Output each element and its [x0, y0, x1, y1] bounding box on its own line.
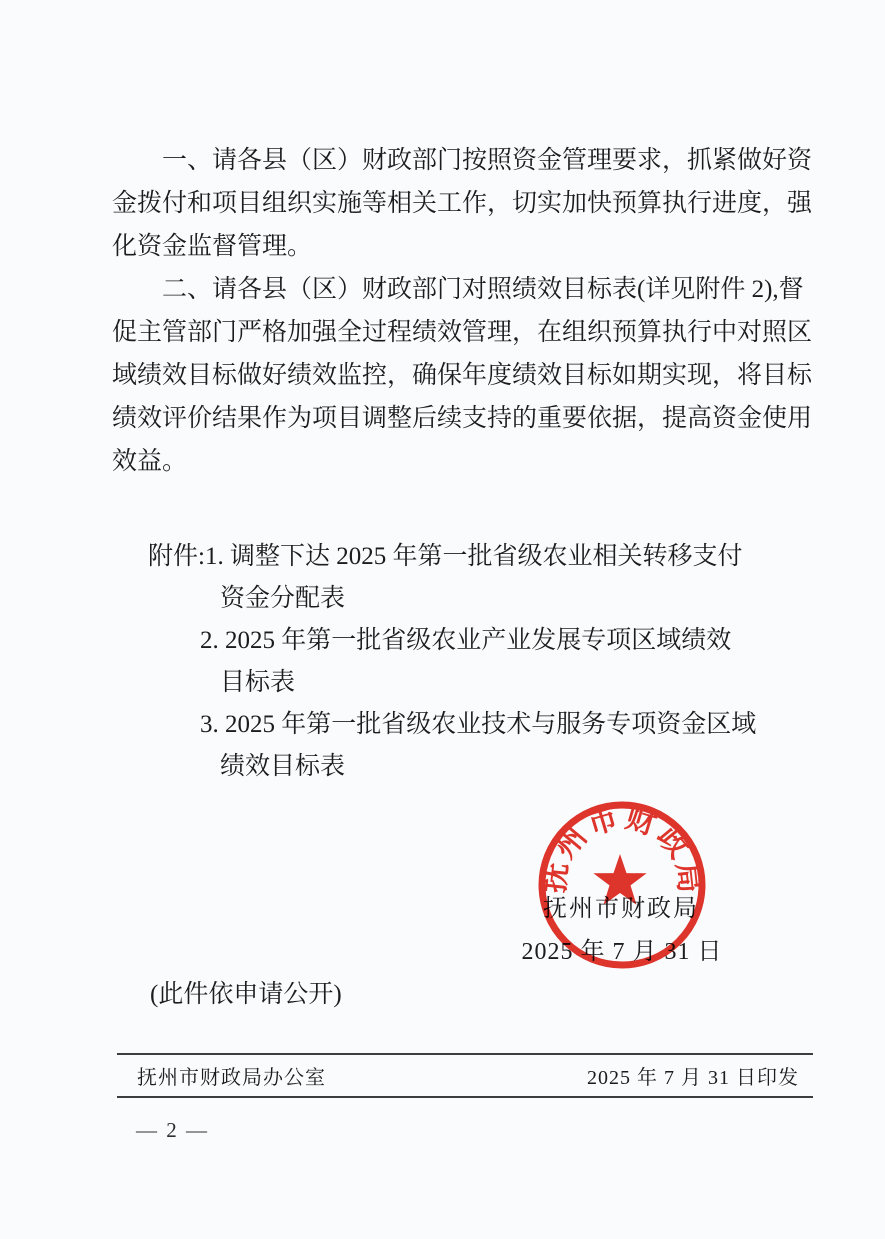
disclosure-note: (此件依申请公开)	[150, 981, 342, 1008]
attachment-line2: 资金分配表	[220, 585, 346, 612]
official-seal-stamp-icon	[534, 797, 710, 973]
footer-bar	[117, 1053, 813, 1098]
attachment-line5: 3. 2025 年第一批省级农业技术与服务专项资金区域	[200, 711, 757, 738]
signature-date: 2025 年 7 月 31 日	[521, 939, 723, 965]
attachment-list	[148, 536, 756, 788]
footer-print-date: 2025 年 7 月 31 日印发	[587, 1067, 799, 1089]
para2-line2: 促主管部门严格加强全过程绩效管理，在组织预算执行中对照区	[112, 319, 813, 346]
footer-office: 抚州市财政局办公室	[137, 1067, 326, 1089]
seal-arc-text: 抚州市财政局	[537, 801, 707, 895]
signature-agency: 抚州市财政局	[543, 896, 699, 922]
para2-line3: 域绩效目标做好绩效监控，确保年度绩效目标如期实现，将目标	[112, 362, 813, 389]
para1-line1: 一、请各县（区）财政部门按照资金管理要求，抓紧做好资	[162, 147, 813, 174]
para1-line3: 化资金监督管理。	[112, 233, 313, 260]
para2-line5: 效益。	[112, 448, 188, 475]
para1-line2: 金拨付和项目组织实施等相关工作，切实加快预算执行进度，强	[112, 190, 813, 217]
para2-line1: 二、请各县（区）财政部门对照绩效目标表(详见附件 2),督	[162, 276, 804, 303]
para2-line4: 绩效评价结果作为项目调整后续支持的重要依据，提高资金使用	[112, 405, 813, 432]
body-text	[112, 139, 813, 483]
page-number: — 2 —	[136, 1118, 209, 1142]
attachment-line1: 附件:1. 调整下达 2025 年第一批省级农业相关转移支付	[148, 543, 743, 570]
attachment-line3: 2. 2025 年第一批省级农业产业发展专项区域绩效	[200, 627, 732, 654]
seal-star-icon	[593, 854, 646, 905]
attachment-line4: 目标表	[220, 669, 296, 696]
attachment-line6: 绩效目标表	[220, 753, 346, 780]
